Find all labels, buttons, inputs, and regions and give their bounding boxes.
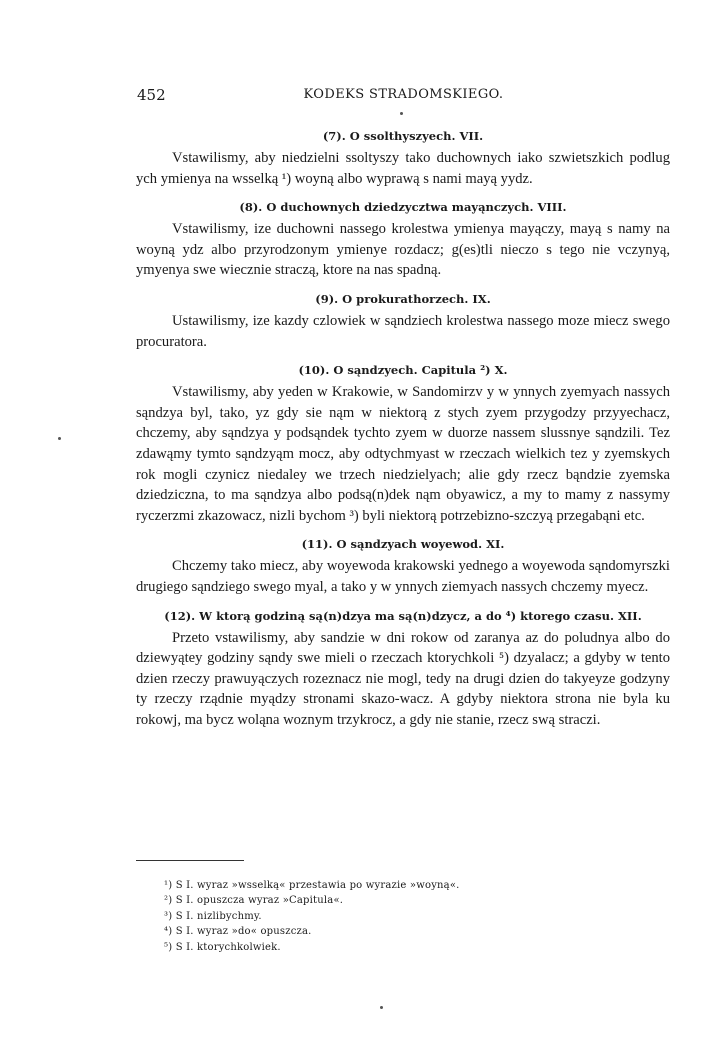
margin-mark [380,1006,383,1009]
section-heading: (8). O duchownych dziedzycztwa mayąnczych. VIII. [239,200,567,215]
footnote-divider [136,860,244,861]
section-heading: (12). W ktorą godziną są(n)dzya ma są(n)dzycz, a do ⁴) ktorego czasu. XII. [164,608,642,623]
section-paragraph: Vstawilismy, aby yeden w Krakowie, w Sandomirzv y w ynnych zyemyach nassych sąndzya byl, tako, yz gdy sie nąm w niektorą z stych zyem przygodzy przyyechacz, chczemy, aby sąndzya y podsąndek tychto zyem w duorze nassem slussnye sąndzili. Tez zdawąmy tymto sąndzyąm mocz, aby odtychmyast w rzeczach wielkich tez y zyemskych rok mogli czynicz niedaley we trzech niedzielyach; alie gdy rzecz bąndzie zyemska dziedziczna, to ma sąndzya albo podsą(n)dek nąm obyawicz, a my to mamy z nassymy ryczerzmi zkazowacz, nizli bychom ³) byli niektorą potrzebizno-szczyą przegabąni etc. [136,384,670,524]
section-heading: (11). O sąndzyach woyewod. XI. [301,537,505,552]
main-text [136,128,670,740]
footnote: ⁴) S I. wyraz »do« opuszcza. [164,926,312,938]
section-paragraph: Ustawilismy, ize kazdy czlowiek w sąndziech krolestwa nassego moze miecz swego procuratora. [136,312,670,350]
page-header [137,86,670,106]
section-paragraph: Vstawilismy, ize duchowni nassego krolestwa ymienya mayączy, mayą s namy na woyną ydz albo przyrodzonym ymienye rozdacz; g(es)tli nieczo s tego nie vczynyą, ymyenya swe wiecznie straczą, ktore na nas spadną. [136,221,670,279]
footnote: ³) S I. nizlibychmy. [164,910,262,922]
footnotes [164,878,460,955]
section-paragraph: Przeto vstawilismy, aby sandzie w dni rokow od zaranya az do poludnya albo do dziewyątey godziny sąndy swe mieli o rzeczach ktorychkoli ⁵) dzyalacz; a gdyby w tento dzien rzeczy prawuyączych rozeznacz nie mogl, tedy na drugi dzien do takyeyze godzyny ty rzeczy rządnie myądzy stronami skazo-wacz. A gdyby niektora strona nie byla ku rokowj, ma bycz woląna woznym trzykrocz, a gdy nie stanie, rzecz swą straczi. [136,629,670,728]
margin-mark [400,112,403,115]
running-title: KODEKS STRADOMSKIEGO. [303,87,504,102]
page-number: 452 [137,86,166,104]
section-heading: (7). O ssolthyszyech. VII. [322,129,484,143]
margin-mark [58,437,61,440]
section-heading: (10). O sąndzyech. Capitula ²) X. [298,363,508,378]
footnote: ²) S I. opuszcza wyraz »Capitula«. [164,895,344,907]
footnote: ⁵) S I. ktorychkolwiek. [164,941,281,953]
section-paragraph: Vstawilismy, aby niedzielni ssoltyszy tako duchownych iako szwietszkich podlug ych ymienya na wsselką ¹) woyną albo wyprawą s nami mayą yydz. [136,150,670,187]
section-paragraph: Chczemy tako miecz, aby woyewoda krakowski yednego a woyewoda sąndomyrszki drugiego sąndziego swego myal, a tako y w ynnych ziemyach nassych chczemy myecz. [136,558,670,595]
footnote: ¹) S I. wyraz »wsselką« przestawia po wyrazie »woyną«. [164,880,460,891]
section-heading: (9). O prokurathorzech. IX. [315,291,491,306]
